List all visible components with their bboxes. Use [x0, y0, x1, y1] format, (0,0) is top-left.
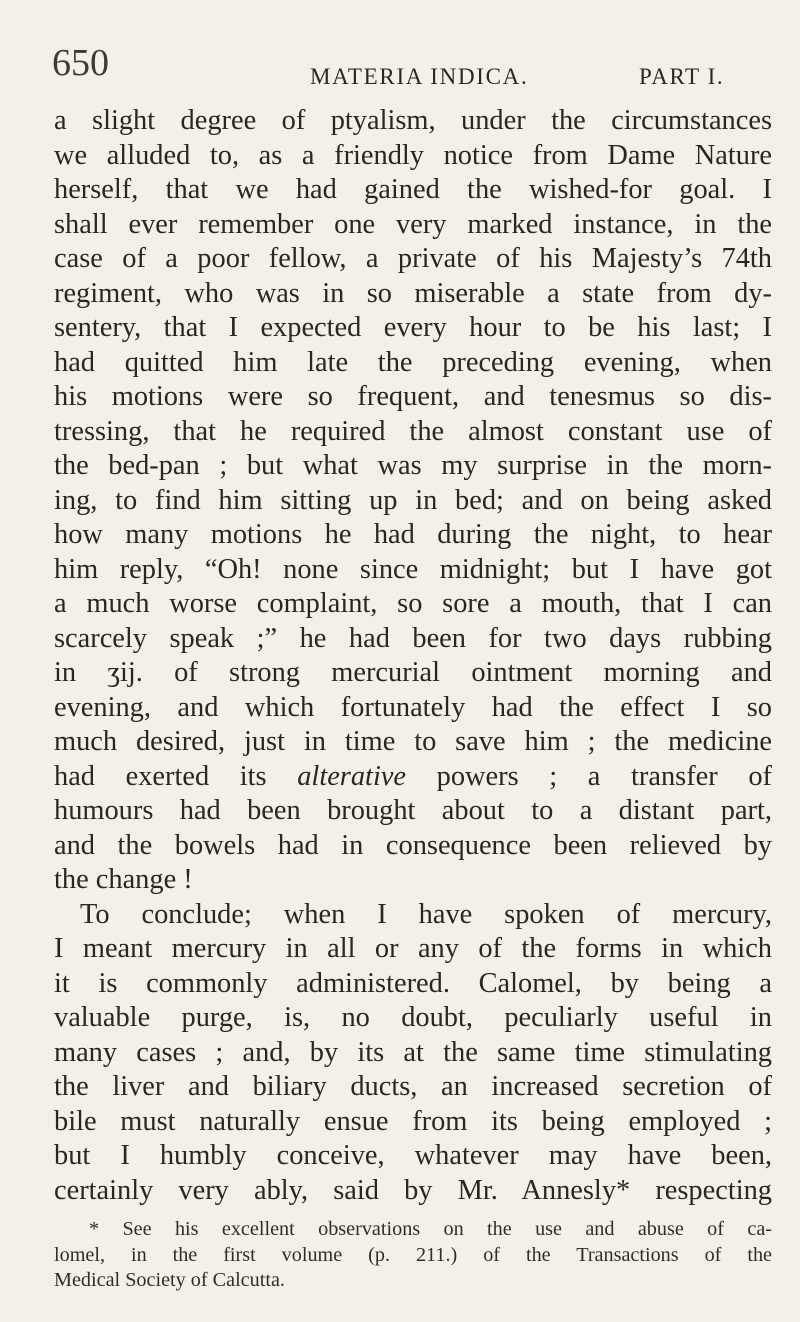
part-label: PART I. [639, 64, 725, 89]
page-number: 650 [52, 42, 109, 84]
text-segment: powers ; a transfer of [406, 760, 772, 792]
text-line: but I humbly conceive, whatever may have been, [54, 1140, 772, 1171]
running-title: MATERIA INDICA. [310, 64, 529, 89]
text-line: the bed-pan ; but what was my surprise in the morn- [54, 450, 772, 481]
italic-word: alterative [297, 760, 407, 792]
text-line: sentery, that I expected every hour to be his last; I [54, 312, 772, 343]
main-text [54, 104, 772, 1208]
text-line: scarcely speak ;” he had been for two days rubbing [54, 622, 772, 654]
text-line: in ʒij. of strong mercurial ointment morning and [54, 657, 772, 688]
text-line: a much worse complaint, so sore a mouth, that I can [54, 588, 772, 619]
text-line: the liver and biliary ducts, an increased secretion of [54, 1071, 772, 1102]
text-line: evening, and which fortunately had the effect I so [54, 691, 772, 723]
text-line: and the bowels had in consequence been relieved by [54, 829, 772, 861]
text-line: the change ! [54, 864, 193, 895]
text-segment: had exerted its [54, 760, 298, 792]
text-line: case of a poor fellow, a private of his Majesty’s 74th [54, 243, 772, 274]
text-line [54, 760, 772, 795]
footnote-line: Medical Society of Calcutta. [54, 1269, 285, 1291]
text-line: herself, that we had gained the wished-for goal. I [54, 174, 772, 205]
footnote [54, 1217, 772, 1294]
running-head [52, 44, 772, 100]
text-line: shall ever remember one very marked instance, in the [54, 208, 772, 240]
footnote-line: * See his excellent observations on the use and abuse of ca- [89, 1218, 772, 1240]
text-line: tressing, that he required the almost constant use of [54, 415, 772, 447]
text-line: many cases ; and, by its at the same time stimulating [54, 1036, 772, 1068]
text-line: him reply, “Oh! none since midnight; but I have got [54, 553, 772, 585]
text-line: certainly very ably, said by Mr. Annesly* respecting [54, 1174, 772, 1206]
text-line: had quitted him late the preceding evening, when [54, 346, 772, 378]
text-line: I meant mercury in all or any of the forms in which [54, 933, 772, 964]
text-line: regiment, who was in so miserable a state from dy- [54, 277, 772, 309]
text-line: ing, to find him sitting up in bed; and on being asked [54, 484, 772, 516]
text-line: we alluded to, as a friendly notice from Dame Nature [54, 139, 772, 171]
text-line: it is commonly administered. Calomel, by being a [54, 967, 772, 999]
text-line: To conclude; when I have spoken of mercury, [80, 898, 772, 930]
footnote-line: lomel, in the first volume (p. 211.) of the Transactions of the [54, 1243, 772, 1266]
text-line: humours had been brought about to a distant part, [54, 795, 772, 826]
text-line: how many motions he had during the night, to hear [54, 519, 772, 550]
text-line: a slight degree of ptyalism, under the circumstances [54, 105, 772, 136]
text-line: valuable purge, is, no doubt, peculiarly useful in [54, 1002, 772, 1033]
text-line: much desired, just in time to save him ; the medicine [54, 726, 772, 757]
text-line: his motions were so frequent, and tenesmus so dis- [54, 381, 772, 412]
text-line: bile must naturally ensue from its being employed ; [54, 1105, 772, 1137]
